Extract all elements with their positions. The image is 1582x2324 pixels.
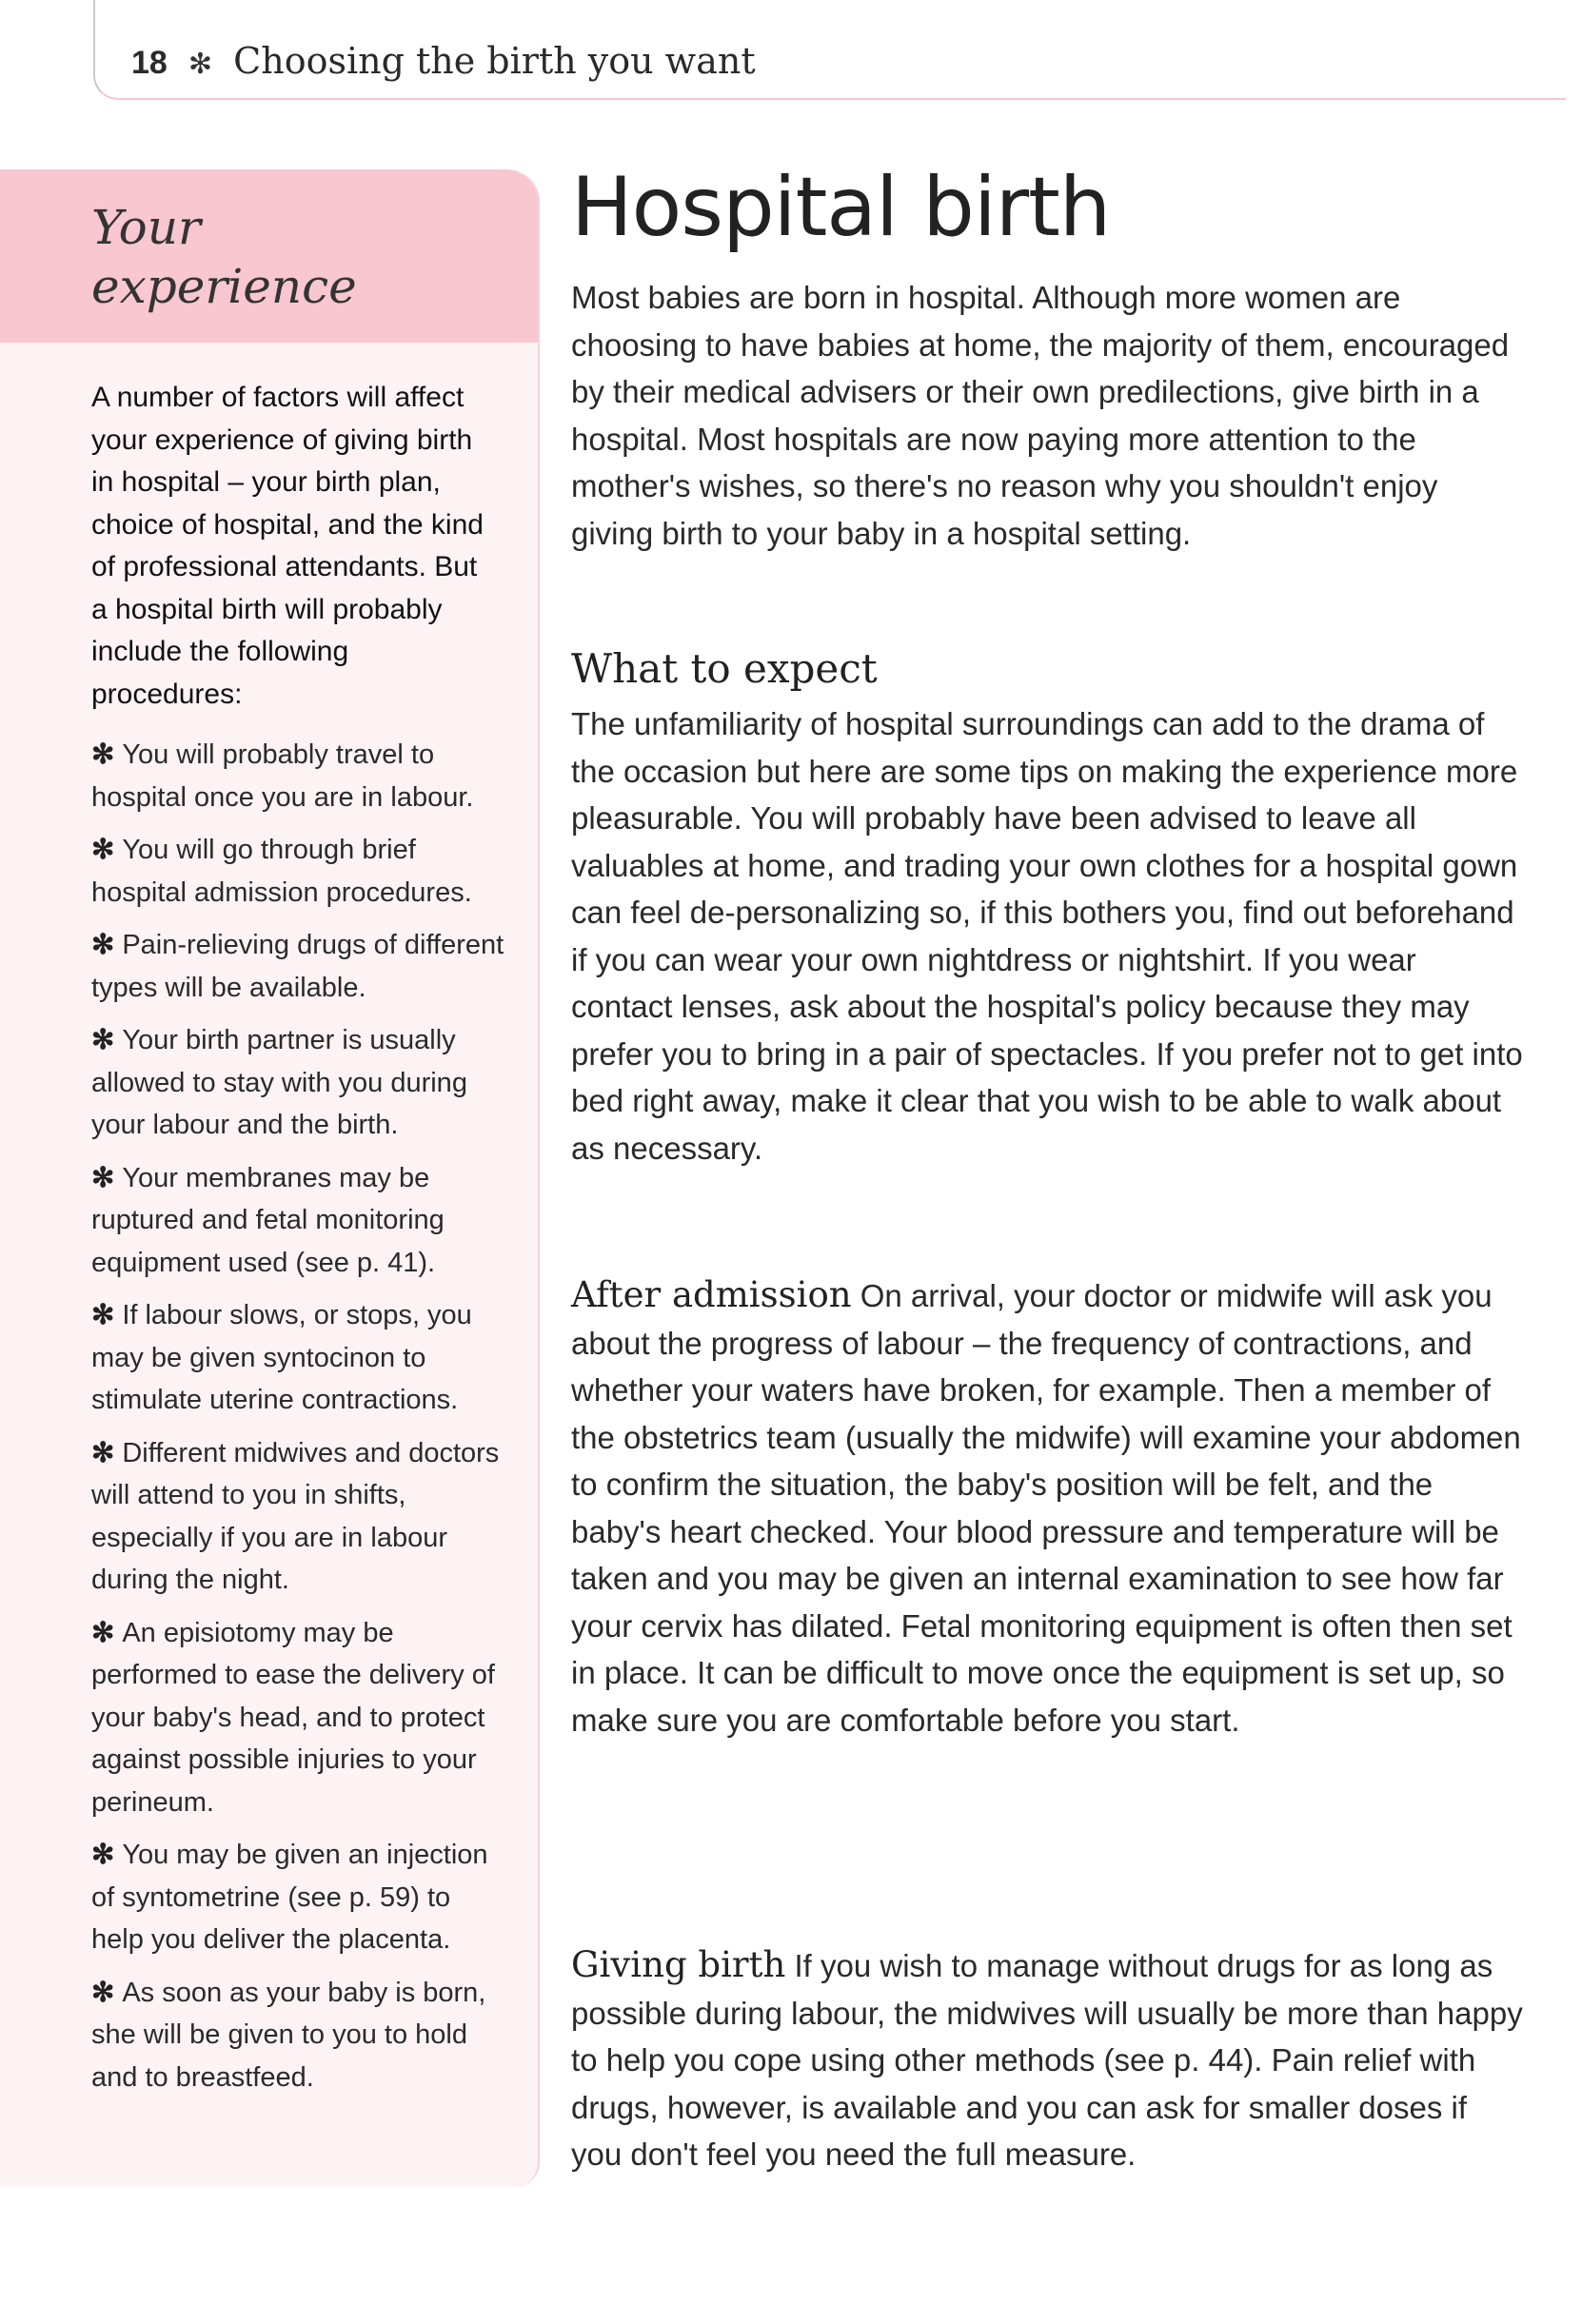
sidebar-list bbox=[91, 734, 510, 2109]
asterisk-icon: ✻ bbox=[91, 1617, 115, 1648]
asterisk-icon: ✻ bbox=[91, 835, 115, 865]
list-item: ✻ As soon as your baby is born, she will be given to you to hold and to breastfeed. bbox=[91, 1977, 486, 2093]
intro-paragraph: Most babies are born in hospital. Although more women are choosing to have babies at home, the majority of them, encouraged by their medical advisers or their own predilections, give birth in a hospital. Most hospitals are now paying more attention to the mother's wishes, so there's no reason why you shouldn't enjoy giving birth to your baby in a hospital setting. bbox=[571, 280, 1510, 551]
asterisk-icon: ✻ bbox=[91, 739, 115, 770]
asterisk-icon: ✻ bbox=[91, 1025, 115, 1055]
asterisk-icon: ✻ bbox=[91, 1300, 115, 1330]
sidebar-title-line1: Your bbox=[91, 200, 201, 255]
page-title: Hospital birth bbox=[571, 160, 1111, 255]
giving-birth-text: If you wish to manage without drugs for as long as possible during labour, the midwives will usually be more than happy to help you cope using other methods (see p. 44). Pain relief with drugs, however, is available and you can ask for smaller doses if you don't feel you need the full measure. bbox=[571, 1948, 1523, 2172]
section-heading: What to expect bbox=[571, 645, 878, 692]
sidebar-title bbox=[91, 198, 357, 316]
asterisk-icon: ✻ bbox=[91, 1162, 115, 1193]
after-admission-text: On arrival, your doctor or midwife will ask you about the progress of labour – the frequency of contractions, and whether your waters have broken, for example. Then a member of the obstetrics team (usually the midwife) will examine your abdomen to confirm the situation, the baby's position will be felt, and the baby's heart checked. Your blood pressure and temperature will be taken and you may be given an internal examination to see how far your cervix has dilated. Fetal monitoring equipment is often then set in place. It can be difficult to move once the equipment is set up, so make sure you are comfortable before you start. bbox=[571, 1278, 1521, 1738]
list-item: ✻ If labour slows, or stops, you may be given syntocinon to stimulate uterine contractions. bbox=[91, 1300, 472, 1415]
asterisk-icon: ✻ bbox=[91, 1437, 115, 1468]
sidebar-title-line2: experience bbox=[91, 259, 357, 314]
list-item: ✻ Your birth partner is usually allowed to stay with you during your labour and the birth. bbox=[91, 1025, 467, 1140]
chapter-title: Choosing the birth you want bbox=[233, 40, 756, 82]
sidebar-box bbox=[0, 169, 540, 2187]
running-header bbox=[131, 40, 756, 82]
list-item: ✻ You may be given an injection of syntometrine (see p. 59) to help you deliver the placenta. bbox=[91, 1840, 488, 1955]
list-item: ✻ You will probably travel to hospital once you are in labour. bbox=[91, 739, 474, 813]
sidebar-intro: A number of factors will affect your experience of giving birth in hospital – your birth plan, choice of hospital, and the kind of professional attendants. But a hospital birth will probably include the following procedures: bbox=[91, 382, 484, 710]
asterisk-icon: ✻ bbox=[91, 930, 115, 960]
after-admission-heading: After admission bbox=[571, 1274, 852, 1315]
asterisk-icon: ✻ bbox=[91, 1840, 115, 1870]
page-number: 18 bbox=[131, 45, 168, 81]
section-paragraph: The unfamiliarity of hospital surroundings can add to the drama of the occasion but here are some tips on making the experience more pleasurable. You will probably have been advised to leave all valuables at home, and trading your own clothes for a hospital gown can feel de-personalizing so, if this bothers you, find out beforehand if you can wear your own nightdress or nightshirt. If you wear contact lenses, ask about the hospital's policy because they may prefer you to bring in a pair of spectacles. If you prefer not to get into bed right away, make it clear that you wish to be able to walk about as necessary. bbox=[571, 706, 1523, 1166]
asterisk-icon: ✻ bbox=[91, 1977, 115, 2008]
giving-birth-paragraph bbox=[571, 1941, 1523, 2178]
separator-icon: ✻ bbox=[188, 48, 213, 81]
list-item: ✻ Different midwives and doctors will attend to you in shifts, especially if you are in labour during the night. bbox=[91, 1437, 500, 1595]
after-admission-paragraph bbox=[571, 1271, 1523, 1743]
list-item: ✻ An episiotomy may be performed to ease the delivery of your baby's head, and to protect against possible injuries to your perineum. bbox=[91, 1617, 495, 1818]
sidebar-header bbox=[0, 169, 538, 343]
list-item: ✻ Pain-relieving drugs of different types will be available. bbox=[91, 930, 504, 1003]
giving-birth-heading: Giving birth bbox=[571, 1944, 786, 1985]
list-item: ✻ Your membranes may be ruptured and fetal monitoring equipment used (see p. 41). bbox=[91, 1162, 445, 1278]
list-item: ✻ You will go through brief hospital admission procedures. bbox=[91, 835, 472, 908]
